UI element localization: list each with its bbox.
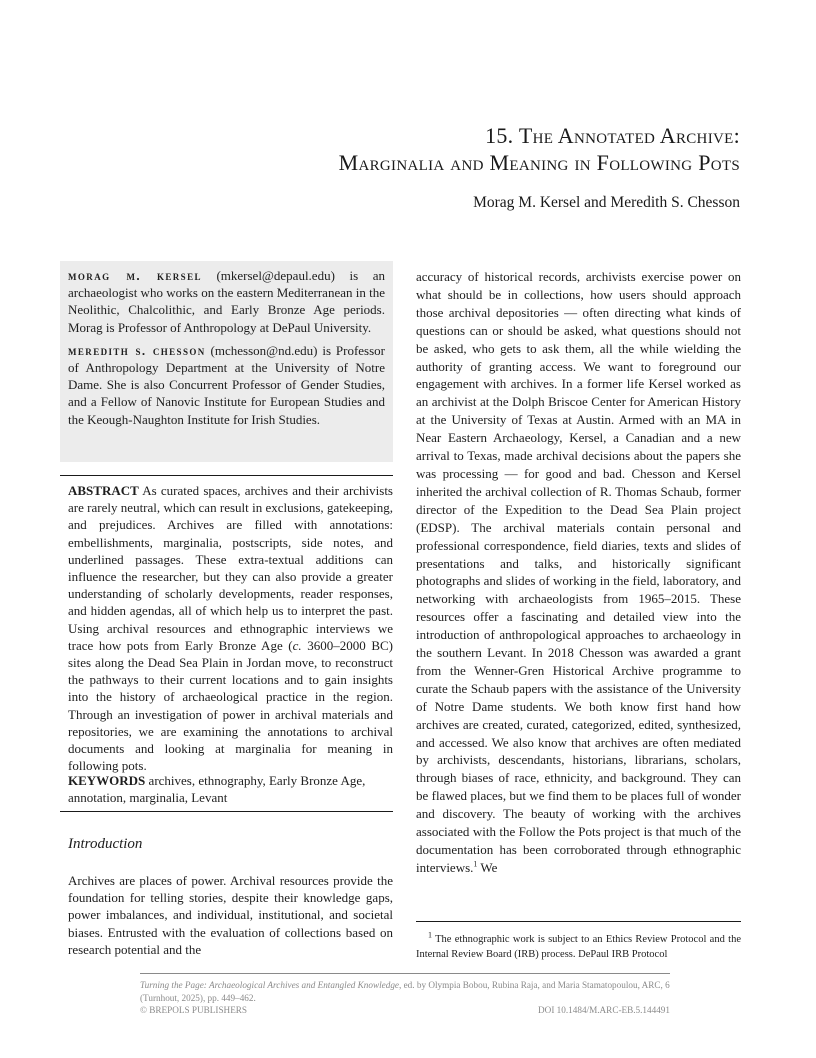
- chapter-title-line-2: Marginalia and Meaning in Following Pots: [338, 150, 740, 175]
- body-text-cont: We: [477, 859, 498, 875]
- book-title: Turning the Page: Archaeological Archives and Entangled Knowledge: [140, 980, 399, 990]
- abstract-text: As curated spaces, archives and their archivists are rarely neutral, which can result in exclusions, gatekeeping, and prejudices. Archives are filled with annotations: embellishments, marginalia, postscripts, side notes, and underlined passages. These extra-textual additions can influence the researcher, but they can also provide a greater understanding of scholarly developments, reader responses, and hidden agendas, all of which help us to interpret the past. Using archival resources and ethnographic interviews we trace how pots from Early Bronze Age (: [68, 483, 393, 653]
- footnote-reference[interactable]: 1: [473, 859, 478, 869]
- author-bio-kersel: [68, 267, 385, 336]
- author-bio-chesson: [68, 342, 385, 428]
- citation-details: , ed. by Olympia Bobou, Rubina Raja, and Maria Stamatopoulou, ARC, 6 (Turnhout, 2025), pp. 449–462.: [140, 980, 670, 1003]
- footer-row: [140, 1004, 670, 1017]
- introduction-text-left: Archives are places of power. Archival resources provide the foundation for telling stories, despite their knowledge gaps, power imbalances, and individual, institutional, and societal biases. Entrusted with the evaluation of collections based on research potential and the: [68, 873, 393, 957]
- page-footer: [140, 979, 670, 1017]
- body-text: accuracy of historical records, archivists exercise power on what should be in collections, how users should approach those archival depositories — often directing what kinds of questions can or should be asked, what questions should not be asked, who gets to ask them, all the while wielding the authority of granting access. We want to foreground our engagement with archives. In a former life Kersel worked as an archivist at the Dolph Briscoe Center for American History at the University of Texas at Austin. Armed with an MA in Near Eastern Archaeology, Kersel, a Canadian and a new arrival to Texas, made archival decisions about the papers she was processing — for good and bad. Chesson and Kersel inherited the archival collection of R. Thomas Schaub, former director of the Expedition to the Dead Sea Plain project (EDSP). The archival materials contain personal and professional correspondence, field diaries, texts and slides of presentations and talks, and historically significant photographs and slides of working in the field, laboratory, and networking with archaeologists from 1965–2015. These resources offer a fascinating and detailed view into the introduction of anthropological approaches to archaeology in the southern Levant. In 2018 Chesson was awarded a grant from the Wenner-Gren Historical Archive programme to curate the Schaub papers with the assistance of the University of Notre Dame students. We both know first hand how archives are created, curated, categorized, edited, synthesized, and accessed. We also know that archives are often mediated by archivists, descendants, historians, librarians, scholars, through biases of race, ethnicity, and background. They can be flawed places, but we find them to be places full of wonder and discovery. The beauty of working with the archives associated with the Follow the Pots project is that much of the documentation has been corroborated through ethnographic interviews.: [416, 269, 741, 875]
- keywords: [68, 772, 393, 806]
- introduction-text-right: [416, 268, 741, 877]
- abstract: [68, 482, 393, 774]
- footnote-number: 1: [428, 930, 432, 940]
- keywords-label: KEYWORDS: [68, 773, 146, 788]
- author-name-chesson: meredith s. chesson: [68, 342, 206, 358]
- chapter-authors: Morag M. Kersel and Meredith S. Chesson: [473, 194, 740, 211]
- book-citation: [140, 979, 670, 1004]
- author-bio-text: (mchesson@nd.edu) is Professor of Anthropology Department at the University of Notre Dame. She is also Concurrent Professor of Gender Studies, and a Fellow of Nanovic Institute for European Studies and the Keough-Naughton Institute for Irish Studies.: [68, 342, 386, 427]
- author-bio-text: (mkersel@depaul.edu) is an archaeologist who works on the eastern Mediterranean in the Neolithic, Chalcolithic, and Early Bronze Age periods. Morag is Professor of Anthropology at DePaul University.: [68, 268, 385, 335]
- keywords-text: archives, ethnography, Early Bronze Age, annotation, marginalia, Levant: [68, 773, 366, 806]
- footnote-text: The ethnographic work is subject to an Ethics Review Protocol and the Internal Review Board (IRB) process. DePaul IRB Protocol: [416, 934, 741, 960]
- circa-abbrev: c.: [292, 637, 302, 653]
- footnote-1: [416, 932, 741, 962]
- author-bio-box: [60, 261, 393, 462]
- doi[interactable]: DOI 10.1484/M.ARC-EB.5.144491: [538, 1005, 670, 1015]
- author-name-kersel: morag m. kersel: [68, 268, 202, 283]
- footnote-rule: [416, 921, 741, 922]
- footer-rule: [140, 973, 670, 974]
- publisher: © BREPOLS PUBLISHERS: [140, 1005, 248, 1015]
- abstract-bottom-rule: [60, 811, 393, 812]
- chapter-title-line-1: 15. The Annotated Archive:: [485, 123, 740, 148]
- abstract-text-cont: 3600–2000 BC) sites along the Dead Sea Plain in Jordan move, to reconstruct the pathways to their current locations and to gain insights into the history of archaeological practice in the region. Through an investigation of power in archival materials and repositories, we are examining the annotations to archival documents and looking at marginalia for meaning in following pots.: [68, 637, 394, 774]
- abstract-top-rule: [60, 475, 393, 476]
- chapter-title: [339, 122, 740, 176]
- section-heading-introduction: Introduction: [68, 836, 143, 852]
- abstract-label: ABSTRACT: [68, 483, 139, 498]
